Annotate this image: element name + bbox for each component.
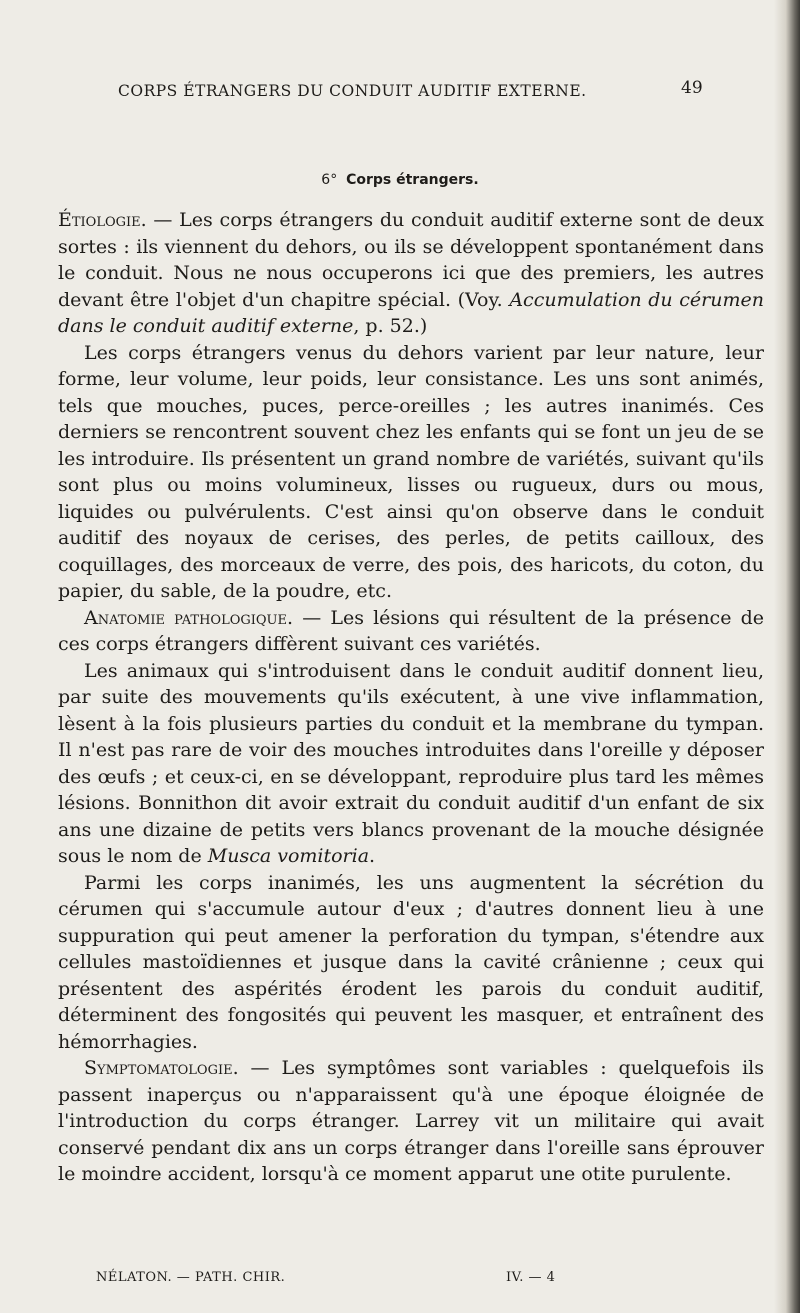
page-number: 49 <box>681 78 703 98</box>
running-header: CORPS ÉTRANGERS DU CONDUIT AUDITIF EXTERNE. <box>118 82 587 100</box>
paragraph-text: Parmi les corps inanimés, les uns augmentent la sécrétion du cérumen qui s'accumule autour d'eux ; d'autres donnent lieu à une suppuration qui peut amener la perforation du tympan, s'étendre aux cellules mastoïdiennes et jusque dans la cavité crânienne ; ceux qui présentent des aspérités érodent les parois du conduit auditif, déterminent des fongosités qui peuvent les masquer, et entraînent des hémorrhagies. <box>58 871 764 1053</box>
paragraph-lead: Anatomie pathologique. <box>84 606 294 629</box>
footer-citation: NÉLATON. — PATH. CHIR. <box>96 1270 286 1285</box>
paragraph-after: , p. 52.) <box>353 315 428 337</box>
paragraph-etiologie <box>58 207 764 340</box>
paragraph-text: — Les lésions qui résultent de la présence de ces corps étrangers diffèrent suivant ces variétés. <box>58 606 765 655</box>
paragraph-after: . <box>369 845 376 867</box>
footer-signature: IV. — 4 <box>506 1270 556 1285</box>
section-number: 6° <box>321 172 338 188</box>
paragraph-text: Les animaux qui s'introduisent dans le conduit auditif donnent lieu, par suite des mouvements qu'ils exécutent, à une vive inflammation, lèsent à la fois plusieurs parties du conduit et la membrane du tympan. Il n'est pas rare de voir des mouches introduites dans l'oreille y déposer des œufs ; et ceux-ci, en se développant, reproduire plus tard les mêmes lésions. Bonnithon dit avoir extrait du conduit auditif d'un enfant de six ans une dizaine de petits vers blancs provenant de la mouche désignée sous le nom de <box>58 659 764 867</box>
paragraph <box>58 340 764 605</box>
paragraph-italic: Musca vomitoria <box>207 845 370 867</box>
section-heading <box>0 172 800 188</box>
paragraph <box>58 658 764 870</box>
paragraph <box>58 870 764 1056</box>
body-text <box>58 207 764 1188</box>
paragraph-text: — Les symptômes sont variables : quelquefois ils passent inaperçus ou n'apparaissent qu'à une époque éloignée de l'introduction du corps étranger. Larrey vit un militaire qui avait conservé pendant dix ans un corps étranger dans l'oreille sans éprouver le moindre accident, lorsqu'à ce moment apparut une otite purulente. <box>58 1057 764 1185</box>
page-edge-shadow <box>774 0 800 1313</box>
section-title: Corps étrangers. <box>346 172 479 188</box>
page-footer <box>96 1270 656 1285</box>
paragraph-lead: Symptomatologie. <box>84 1057 239 1079</box>
paragraph-lead: Étiologie. <box>58 209 147 231</box>
paragraph-text: — Les corps étrangers du conduit auditif externe sont de deux sortes : ils viennent du dehors, ou ils se développent spontanément dans le conduit. Nous ne nous occuperons ici que des premiers, les autres devant être l'objet d'un chapitre spécial. (Voy. <box>58 209 764 311</box>
paragraph-text: Les corps étrangers venus du dehors varient par leur nature, leur forme, leur volume, leur poids, leur consistance. Les uns sont animés, tels que mouches, puces, perce-oreilles ; les autres inanimés. Ces derniers se rencontrent souvent chez les enfants qui se font un jeu de se les introduire. Ils présentent un grand nombre de variétés, suivant qu'ils sont plus ou moins volumineux, lisses ou rugueux, durs ou mous, liquides ou pulvérulents. C'est ainsi qu'on observe dans le conduit auditif des noyaux de cerises, des perles, de petits cailloux, des coquillages, des morceaux de verre, des pois, des haricots, du coton, du papier, du sable, de la poudre, etc. <box>58 341 764 602</box>
paragraph-symptomatologie <box>58 1055 764 1188</box>
paragraph-anatomie <box>58 605 764 658</box>
paragraph-italic: Accumulation du cérumen dans le conduit auditif externe <box>58 288 764 337</box>
